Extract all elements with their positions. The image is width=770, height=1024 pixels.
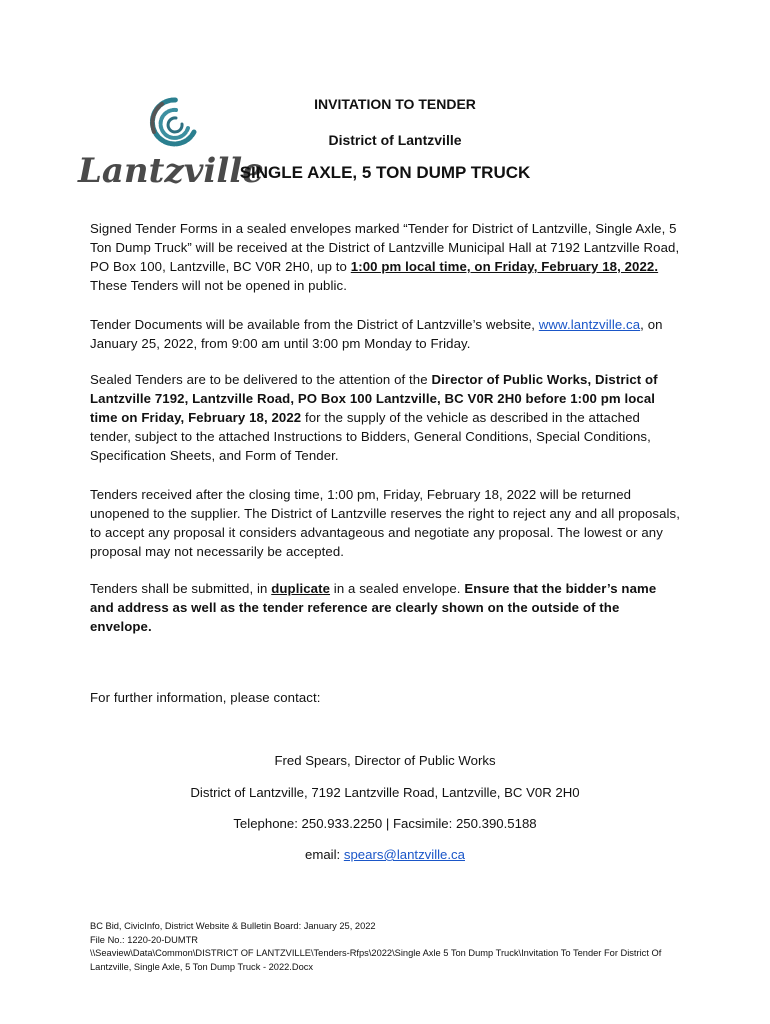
p4-text: Tenders received after the closing time, 1:00 pm, Friday, February 18, 2022 will be returned unopened to the supplier. The District of Lantzville reserves the right to reject any and all proposals, to accept any proposal it considers advantageous and negotiate any proposal. The lowest or any proposal may not necessarily be accepted. <box>90 487 680 559</box>
email-link[interactable]: spears@lantzville.ca <box>343 847 465 862</box>
email-label: email: <box>305 847 344 862</box>
p1-text-a: Signed Tender Forms in a sealed envelopes marked “Tender for District of Lantzville, Single Axle, 5 Ton Dump Truck” will be received at the District of Lantzville Municipal Hall at 7192 Lantzville Road, PO Box 100, Lantzville, BC V0R 2H0, up to <box>90 221 680 274</box>
contact-phone: Telephone: 250.933.2250 | Facsimile: 250.390.5188 <box>233 816 537 831</box>
deadline-text: 1:00 pm local time, on Friday, February 18, 2022. <box>350 259 659 274</box>
envelope-instruction: Ensure that the bidder’s name and address as well as the tender reference are clearly shown on the outside of the envelope. <box>90 581 657 634</box>
p5-text-b: in a sealed envelope. <box>330 581 465 596</box>
contact-email-line <box>90 847 680 862</box>
paragraph-delivery <box>90 370 680 465</box>
tender-subject: SINGLE AXLE, 5 TON DUMP TRUCK <box>239 163 531 182</box>
paragraph-closing <box>90 485 680 561</box>
website-link[interactable]: www.lantzville.ca <box>538 317 641 332</box>
p1-text-b: These Tenders will not be opened in public. <box>90 278 347 293</box>
p5-text-a: Tenders shall be submitted, in <box>90 581 272 596</box>
page-title: INVITATION TO TENDER <box>314 96 476 112</box>
logo-wordmark: Lantzville <box>78 151 264 191</box>
footer-posting: BC Bid, CivicInfo, District Website & Bulletin Board: January 25, 2022 <box>90 921 376 931</box>
contact-name: Fred Spears, Director of Public Works <box>274 753 496 768</box>
p3-text-a: Sealed Tenders are to be delivered to the attention of the <box>90 372 432 387</box>
contact-address: District of Lantzville, 7192 Lantzville Road, Lantzville, BC V0R 2H0 <box>190 785 580 800</box>
duplicate-text: duplicate <box>271 581 331 596</box>
paragraph-duplicate <box>90 579 680 636</box>
p3-text-b: for the supply of the vehicle as described in the attached tender, subject to the attached Instructions to Bidders, General Conditions, Special Conditions, Specification Sheets, and Form of Tender. <box>90 410 651 463</box>
footer-file-path: \\Seaview\Data\Common\DISTRICT OF LANTZVILLE\Tenders-Rfps\2022\Single Axle 5 Ton Dump Truck\Invitation To Tender For District Of Lantzville, Single Axle, 5 Ton Dump Truck - 2022.Docx <box>90 948 662 972</box>
p2-text-b: , on January 25, 2022, from 9:00 am until 3:00 pm Monday to Friday. <box>90 317 663 351</box>
paragraph-documents <box>90 315 680 353</box>
footer-file-no: File No.: 1220-20-DUMTR <box>90 934 198 945</box>
delivery-address: Director of Public Works, District of Lantzville 7192, Lantzville Road, PO Box 100 Lantzville, BC V0R 2H0 before 1:00 pm local time on Friday, February 18, 2022 <box>90 372 658 425</box>
footer <box>90 920 690 974</box>
organization-name: District of Lantzville <box>328 132 462 148</box>
contact-intro: For further information, please contact: <box>90 690 321 705</box>
paragraph-submission <box>90 219 680 295</box>
p2-text-a: Tender Documents will be available from the District of Lantzville’s website, <box>90 317 539 332</box>
